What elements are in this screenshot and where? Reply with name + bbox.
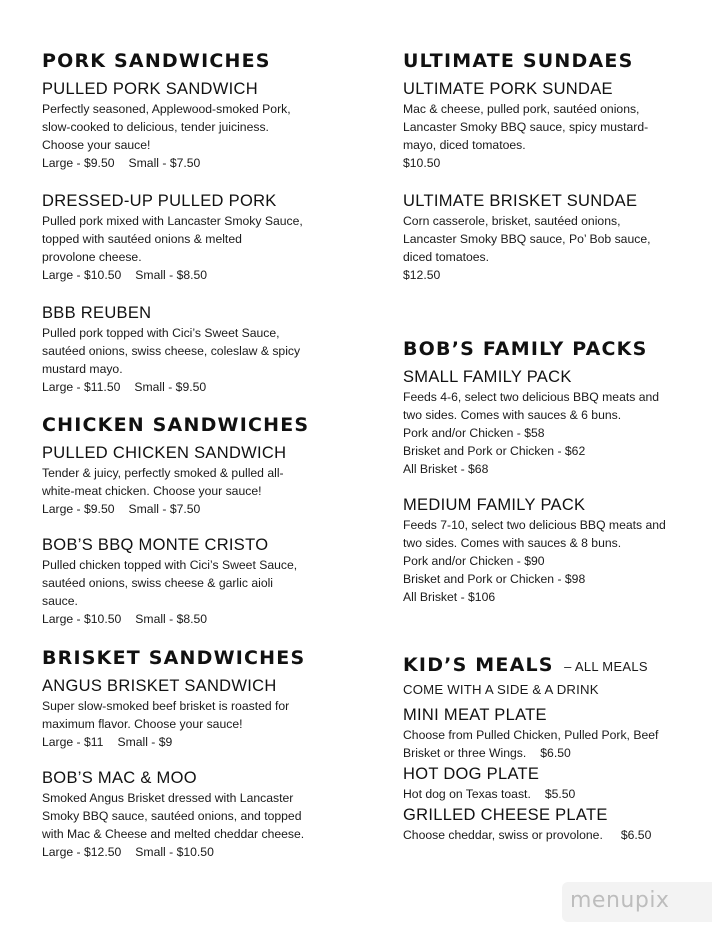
item-price: $10.50 <box>403 156 441 170</box>
item-description <box>403 212 693 266</box>
desc-text: Choose cheddar, swiss or provolone. <box>403 828 603 842</box>
kids-meals-heading: KID’S MEALS <box>403 654 554 676</box>
item-price <box>42 500 342 518</box>
chicken-sandwiches-heading: CHICKEN SANDWICHES <box>42 414 310 436</box>
item-description <box>42 100 342 154</box>
desc-line: sauce. <box>42 594 78 608</box>
pack-option: All Brisket - $106 <box>403 590 496 604</box>
kids-meals-subtitle: – ALL MEALS <box>564 659 648 674</box>
price-small: Small - $9.50 <box>134 380 207 394</box>
desc-line: Lancaster Smoky BBQ sauce, Po’ Bob sauce, <box>403 232 651 246</box>
menu-item-hot-dog-plate <box>403 764 693 803</box>
item-description <box>42 464 342 500</box>
desc-line: sautéed onions, swiss cheese & garlic aioli <box>42 576 274 590</box>
item-description <box>403 100 693 154</box>
item-price: $6.50 <box>620 828 652 842</box>
desc-line: Tender & juicy, perfectly smoked & pulled all- <box>42 466 284 480</box>
item-name: BOB’S BBQ MONTE CRISTO <box>42 536 269 554</box>
desc-line: Mac & cheese, pulled pork, sautéed onions, <box>403 102 640 116</box>
item-name: GRILLED CHEESE PLATE <box>403 806 608 824</box>
menu-item-mini-meat-plate <box>403 705 693 762</box>
item-description <box>42 789 342 843</box>
menu-item-pulled-pork-sandwich <box>42 79 342 172</box>
menu-item-pulled-chicken-sandwich <box>42 443 342 518</box>
desc-line: Feeds 7-10, select two delicious BBQ meats and <box>403 518 666 532</box>
price-large: Large - $11 <box>42 735 104 749</box>
desc-line: with Mac & Cheese and melted cheddar cheese. <box>42 827 305 841</box>
desc-line: white-meat chicken. Choose your sauce! <box>42 484 262 498</box>
item-price <box>42 378 342 396</box>
desc-line: Smoked Angus Brisket dressed with Lancaster <box>42 791 294 805</box>
pack-option: Brisket and Pork or Chicken - $98 <box>403 572 586 586</box>
desc-line: two sides. Comes with sauces & 8 buns. <box>403 536 622 550</box>
price-large: Large - $10.50 <box>42 268 122 282</box>
desc-line: Pulled pork mixed with Lancaster Smoky Sauce, <box>42 214 303 228</box>
item-name: BOB’S MAC & MOO <box>42 769 197 787</box>
price-small: Small - $7.50 <box>128 502 201 516</box>
item-name: ULTIMATE BRISKET SUNDAE <box>403 192 638 210</box>
item-name: MEDIUM FAMILY PACK <box>403 496 586 514</box>
item-name: MINI MEAT PLATE <box>403 706 547 724</box>
item-price <box>42 154 342 172</box>
menu-item-ultimate-brisket-sundae <box>403 191 693 284</box>
item-price: $6.50 <box>540 746 571 760</box>
desc-line: mustard mayo. <box>42 362 123 376</box>
item-name: HOT DOG PLATE <box>403 765 540 783</box>
item-price <box>42 610 342 628</box>
item-description <box>42 212 342 266</box>
desc-line: two sides. Comes with sauces & 6 buns. <box>403 408 622 422</box>
desc-line: slow-cooked to delicious, tender juiciness. <box>42 120 269 134</box>
price-large: Large - $9.50 <box>42 156 115 170</box>
item-description <box>403 388 693 424</box>
desc-line: maximum flavor. Choose your sauce! <box>42 717 243 731</box>
item-description <box>42 556 342 610</box>
desc-line: Perfectly seasoned, Applewood-smoked Pork, <box>42 102 291 116</box>
desc-line: Super slow-smoked beef brisket is roasted for <box>42 699 290 713</box>
pack-option: Pork and/or Chicken - $58 <box>403 426 545 440</box>
price-large: Large - $9.50 <box>42 502 115 516</box>
ultimate-sundaes-heading: ULTIMATE SUNDAES <box>403 50 634 72</box>
price-small: Small - $7.50 <box>128 156 201 170</box>
item-description <box>42 324 342 378</box>
pack-option: Pork and/or Chicken - $90 <box>403 554 545 568</box>
kids-meals-header <box>403 652 693 700</box>
desc-line: Pulled chicken topped with Cici’s Sweet Sauce, <box>42 558 298 572</box>
item-name: ULTIMATE PORK SUNDAE <box>403 80 613 98</box>
price-large: Large - $10.50 <box>42 612 122 626</box>
desc-text: Brisket or three Wings. <box>403 746 527 760</box>
desc-line: topped with sautéed onions & melted <box>42 232 242 246</box>
desc-line: Choose your sauce! <box>42 138 151 152</box>
menu-item-angus-brisket-sandwich <box>42 676 342 751</box>
item-description <box>42 697 342 733</box>
menupix-watermark <box>562 882 712 922</box>
desc-line: Pulled pork topped with Cici’s Sweet Sauce, <box>42 326 280 340</box>
desc-line: Lancaster Smoky BBQ sauce, spicy mustard- <box>403 120 649 134</box>
menu-item-small-family-pack <box>403 367 693 478</box>
desc-text: Hot dog on Texas toast. <box>403 787 531 801</box>
price-small: Small - $10.50 <box>135 845 214 859</box>
pack-option: All Brisket - $68 <box>403 462 489 476</box>
desc-line: Choose from Pulled Chicken, Pulled Pork, Beef <box>403 728 659 742</box>
item-price <box>42 266 342 284</box>
watermark-text: menupix <box>570 888 670 913</box>
menu-item-bobs-mac-and-moo <box>42 768 342 861</box>
desc-line: diced tomatoes. <box>403 250 490 264</box>
item-price <box>42 733 342 751</box>
pack-option: Brisket and Pork or Chicken - $62 <box>403 444 586 458</box>
item-description <box>403 785 693 803</box>
item-description <box>403 826 693 844</box>
menu-item-grilled-cheese-plate <box>403 805 693 844</box>
item-name: PULLED CHICKEN SANDWICH <box>42 444 287 462</box>
family-packs-heading: BOB’S FAMILY PACKS <box>403 338 648 360</box>
item-price: $5.50 <box>544 787 576 801</box>
item-price: $12.50 <box>403 268 441 282</box>
price-large: Large - $12.50 <box>42 845 122 859</box>
item-description <box>403 726 693 762</box>
item-name: BBB REUBEN <box>42 304 152 322</box>
kids-meals-subtitle-line2: COME WITH A SIDE & A DRINK <box>403 682 599 697</box>
pork-sandwiches-heading: PORK SANDWICHES <box>42 50 271 72</box>
price-small: Small - $8.50 <box>135 612 208 626</box>
item-price <box>42 843 342 861</box>
item-name: SMALL FAMILY PACK <box>403 368 572 386</box>
menu-item-medium-family-pack <box>403 495 693 606</box>
desc-line: Feeds 4-6, select two delicious BBQ meats and <box>403 390 660 404</box>
item-name: DRESSED-UP PULLED PORK <box>42 192 277 210</box>
item-name: ANGUS BRISKET SANDWICH <box>42 677 277 695</box>
desc-line: Smoky BBQ sauce, sautéed onions, and topped <box>42 809 302 823</box>
desc-line: mayo, diced tomatoes. <box>403 138 526 152</box>
desc-line: Corn casserole, brisket, sautéed onions, <box>403 214 621 228</box>
desc-line: sautéed onions, swiss cheese, coleslaw & spicy <box>42 344 301 358</box>
menu-item-bbb-reuben <box>42 303 342 396</box>
item-description <box>403 516 693 552</box>
item-name: PULLED PORK SANDWICH <box>42 80 258 98</box>
desc-line <box>403 744 693 762</box>
price-large: Large - $11.50 <box>42 380 121 394</box>
price-small: Small - $8.50 <box>135 268 208 282</box>
menu-item-dressed-up-pulled-pork <box>42 191 342 284</box>
right-column <box>403 48 693 844</box>
desc-line: provolone cheese. <box>42 250 142 264</box>
menu-item-bobs-bbq-monte-cristo <box>42 535 342 628</box>
brisket-sandwiches-heading: BRISKET SANDWICHES <box>42 647 306 669</box>
price-small: Small - $9 <box>117 735 173 749</box>
menu-item-ultimate-pork-sundae <box>403 79 693 172</box>
left-column <box>42 48 342 861</box>
